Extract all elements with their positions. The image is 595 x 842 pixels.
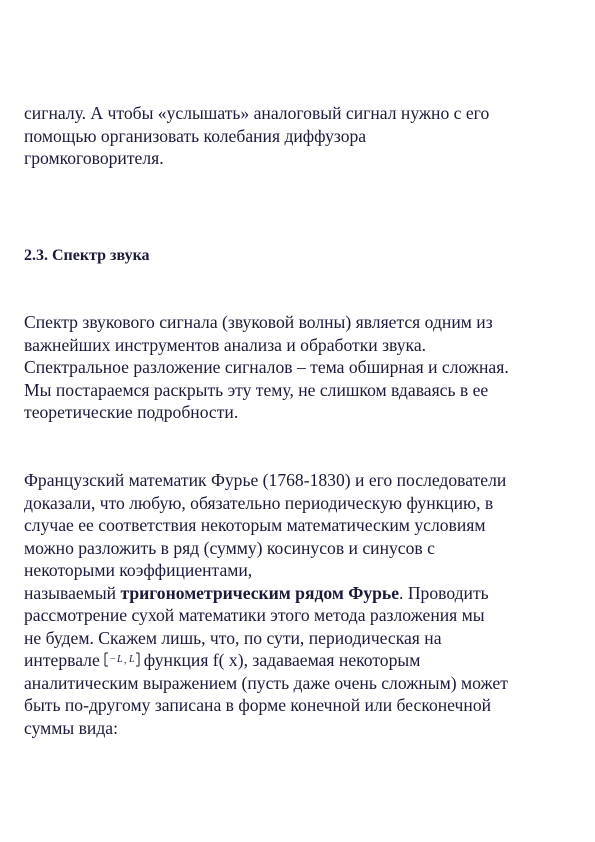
paragraph-intro	[24, 102, 580, 170]
text-line: можно разложить в ряд (сумму) косинусов и синусов с	[24, 537, 435, 558]
text-line: рассмотрение сухой математики этого метода разложения мы	[24, 605, 485, 625]
interval-formula-image	[103, 652, 141, 667]
called-suffix: . Проводить	[399, 582, 489, 603]
svg-text:L: L	[128, 654, 135, 665]
text-line: Спектральное разложение сигналов – тема обширная и сложная.	[24, 357, 509, 377]
text-line: Спектр звукового сигнала (звуковой волны) является одним из	[24, 312, 493, 332]
text-line: помощью организовать колебания диффузора	[24, 125, 367, 146]
text-line-interval	[24, 649, 580, 672]
text-line: важнейших инструментов анализа и обработки звука.	[24, 334, 427, 355]
paragraph-spectrum	[24, 311, 580, 424]
called-prefix: называемый	[24, 582, 121, 603]
text-line: Мы постараемся раскрыть эту тему, не слишком вдаваясь в ее	[24, 379, 489, 400]
text-line: случае ее соответствия некоторым математическим условиям	[24, 515, 486, 535]
text-line: доказали, что любую, обязательно периодическую функцию, в	[24, 492, 494, 513]
svg-text:−: −	[109, 654, 116, 665]
paragraph-fourier	[24, 469, 580, 739]
section-heading: 2.3. Спектр звука	[24, 247, 150, 264]
text-line: некоторыми коэффициентами,	[24, 560, 253, 580]
text-line: теоретические подробности.	[24, 402, 239, 422]
text-line-fourier-series	[24, 582, 580, 605]
svg-text:,: ,	[123, 655, 127, 666]
text-line: суммы вида:	[24, 717, 118, 738]
text-line: Французский математик Фурье (1768-1830) и его последователи	[24, 470, 507, 490]
svg-text:L: L	[116, 654, 123, 665]
text-line: громкоговорителя.	[24, 148, 164, 168]
text-line: аналитическим выражением (пусть даже очень сложным) может	[24, 672, 508, 693]
fourier-series-term: тригонометрическим рядом Фурье	[120, 582, 400, 603]
text-line: быть по-другому записана в форме конечной или бесконечной	[24, 695, 492, 715]
interval-suffix: функция f( x), задаваемая некоторым	[143, 650, 421, 670]
interval-prefix: интервале	[24, 650, 100, 670]
text-line: сигналу. А чтобы «услышать» аналоговый сигнал нужно с его	[24, 103, 490, 123]
text-line: не будем. Скажем лишь, что, по сути, периодическая на	[24, 627, 442, 648]
